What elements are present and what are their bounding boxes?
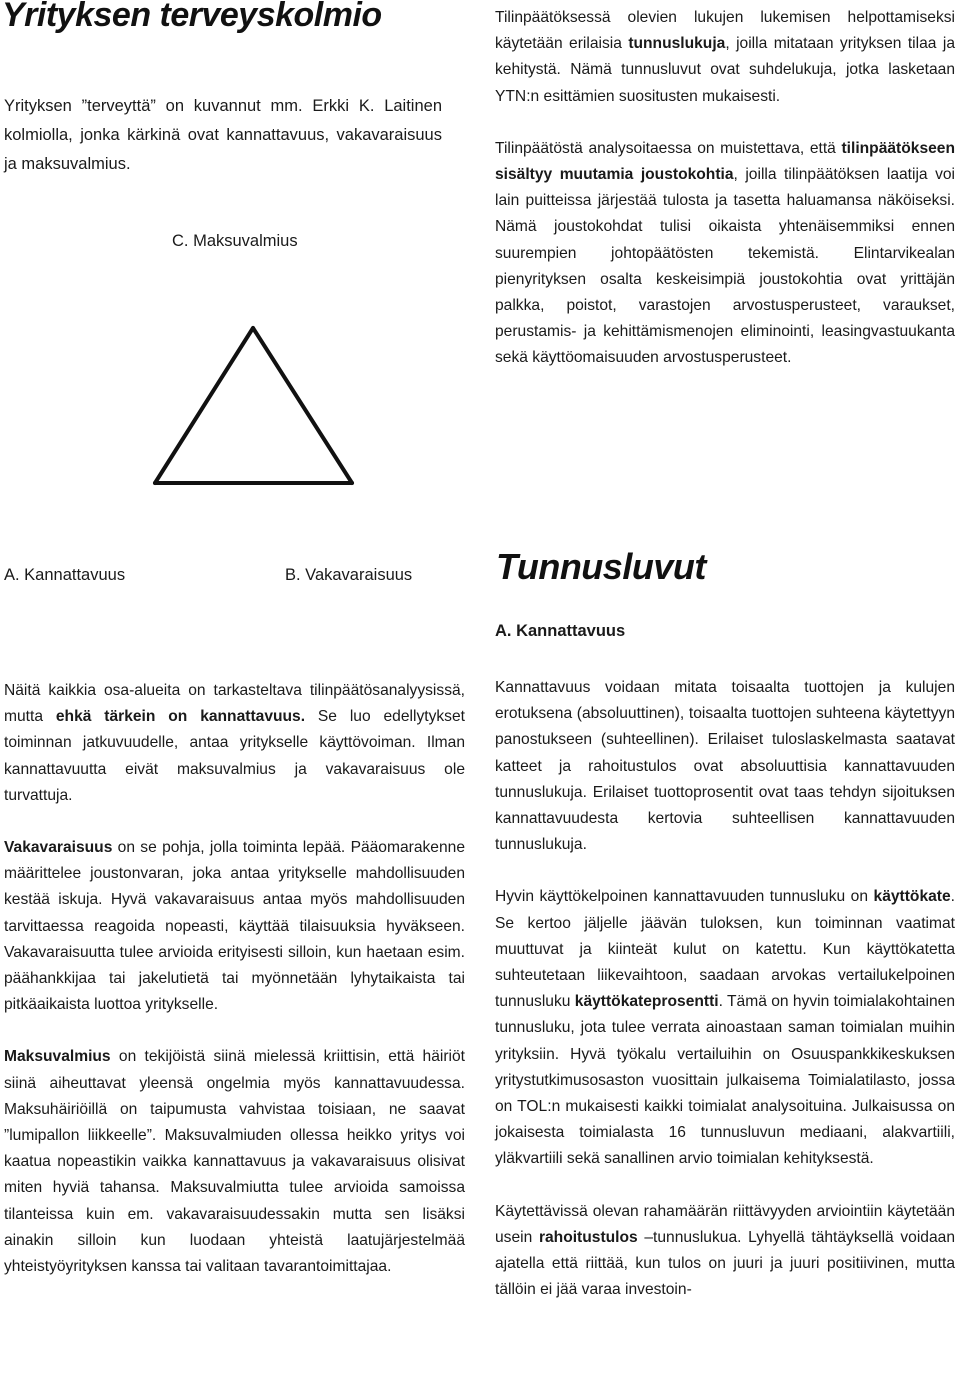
kayttokate-paragraph: Hyvin käyttökelpoinen kannattavuuden tunnusluku on käyttökate. Se kertoo jäljelle jäävän tuloksen, kun toiminnan vaatimat muuttuvat ja kiinteät kulut on katettu. Kun käyttökatetta suhteutetaan liikevaihtoon, saadaan arvokas vertailukelpoinen tunnusluku käyttökateprosentti. Tämä on hyvin toimialakohtainen tunnusluku, jota tulee verrata ainoastaan saman toimialan muihin yrityksiin. Hyvä työkalu vertailuihin on Osuuspankkikeskuksen yritystutkimusosaston vuosittain julkaisema Toimialatilasto, jossa on TOL:n mukaisesti kaikki toimialat analysoituina. Julkaisussa on jokaisesta toimialasta 16 tunnusluvun mediaani, alakvartiili, yläkvartiili sekä sanallinen arvio toimialan kehityksestä.: [495, 888, 955, 1168]
vakavaraisuus-paragraph: Vakavaraisuus on se pohja, jolla toiminta lepää. Pääomarakenne määrittelee joustonvaran, joka antaa yritykselle mahdollisuuden kestää iskuja. Hyvä vakavaraisuus antaa myös mahdollisuuden tarvittaessa reagoida nopeasti, käyttää tilaisuuksia hyväkseen. Vakavaraisuutta tulee arvioida erityisesti silloin, kun haetaan esim. päähankkijaa tai jakelutietä tai myönnetään lyhytaikaista tai pitkäaikaista luottoa yritykselle.: [4, 839, 465, 1014]
health-triangle: [130, 260, 380, 500]
right-bottom-column: [495, 675, 955, 1303]
triangle-label-maksuvalmius: C. Maksuvalmius: [172, 232, 298, 250]
triangle-label-vakavaraisuus: B. Vakavaraisuus: [285, 566, 413, 584]
section-subtitle-kannattavuus: A. Kannattavuus: [495, 622, 626, 640]
right-top-column: [495, 5, 955, 372]
section-title-tunnusluvut: Tunnusluvut: [496, 546, 706, 587]
joustokohdat-paragraph: Tilinpäätöstä analysoitaessa on muistettava, että tilinpäätökseen sisältyy muutamia joustokohtia, joilla tilinpäätöksen laatija voi lain puitteissa järjestää tulosta ja tasetta haluamansa näköiseksi. Nämä joustokohdat tulisi oikaista yhtenäisemmiksi ennen suurempien johtopäätösten tekemistä. Elintarvikealan pienyrityksen osalta keskeisimpiä joustokohtia ovat yrittäjän palkka, poistot, varastojen arvostusperusteet, varaukset, perustamis- ja kehittämismenojen eliminointi, leasingvastuukanta sekä käyttöomaisuuden arvostusperusteet.: [495, 139, 956, 367]
rahoitustulos-paragraph: Käytettävissä olevan rahamäärän riittävyyden arviointiin käytetään usein rahoitustulos –tunnuslukua. Lyhyellä tähtäyksellä voidaan ajatella että riittää, kun tulos on juuri ja juuri positiivinen, mutta tällöin ei jää varaa investoin-: [495, 1202, 955, 1299]
page-title: Yrityksen terveyskolmio: [2, 0, 382, 34]
triangle-label-kannattavuus: A. Kannattavuus: [4, 566, 126, 584]
kannattavuus-mittaus-paragraph: Kannattavuus voidaan mitata toisaalta tuottojen ja kulujen erotuksena (absoluuttinen), toisaalta tuottojen suhteena käytettyyn panostukseen (suhteellinen). Erilaiset tuloslaskelmasta saatavat katteet ja rahoitustulos ovat absoluuttisia kannattavuuden tunnuslukuja. Erilaiset tuottoprosentit ovat taas tehdyn sijoituksen kannattavuudesta kertovia suhteellisen kannattavuuden tunnuslukuja.: [495, 679, 955, 854]
intro-paragraph: Yrityksen ”terveyttä” on kuvannut mm. Erkki K. Laitinen kolmiolla, jonka kärkinä ovat kannattavuus, vakavaraisuus ja maksuvalmius.: [4, 97, 442, 173]
kannattavuus-paragraph: Näitä kaikkia osa-alueita on tarkasteltava tilinpäätösanalyysissä, mutta ehkä tärkein on kannattavuus. Se luo edellytykset toiminnan jatkuvuudelle, antaa yritykselle käyttövoiman. Ilman kannattavuutta eivät maksuvalmius ja vakavaraisuus ole turvattuja.: [4, 682, 465, 804]
triangle-left-edge: [155, 328, 253, 483]
maksuvalmius-paragraph: Maksuvalmius on tekijöistä siinä mielessä kriittisin, että häiriöt siinä aiheuttavat yleensä ongelmia myös kannattavuudessa. Maksuhäiriöillä on taipumusta vahvistaa toisiaan, ne saavat ”lumipallon liikkeelle”. Maksuvalmiuden ollessa heikko yritys voi kaatua nopeastikin vaikka kannattavuus ja vakavaraisuus olisivat miten hyviä tahansa. Maksuvalmiutta tulee arvioida samoissa tilanteissa kuin em. vakavaraisuudessakin mutta sen lisäksi ainakin silloin kun luodaan yhteistä laatujärjestelmää yhteistyöyrityksen kanssa tai valitaan tavarantoimittajaa.: [4, 1048, 465, 1276]
left-bottom-column: [4, 678, 465, 1280]
tunnusluvut-intro-paragraph: Tilinpäätöksessä olevien lukujen lukemisen helpottamiseksi käytetään erilaisia tunnuslukuja, joilla mitataan yrityksen tilaa ja kehitystä. Nämä tunnusluvut ovat suhdelukuja, jotka lasketaan YTN:n esittämien suositusten mukaisesti.: [495, 9, 955, 105]
triangle-right-edge: [253, 328, 352, 483]
